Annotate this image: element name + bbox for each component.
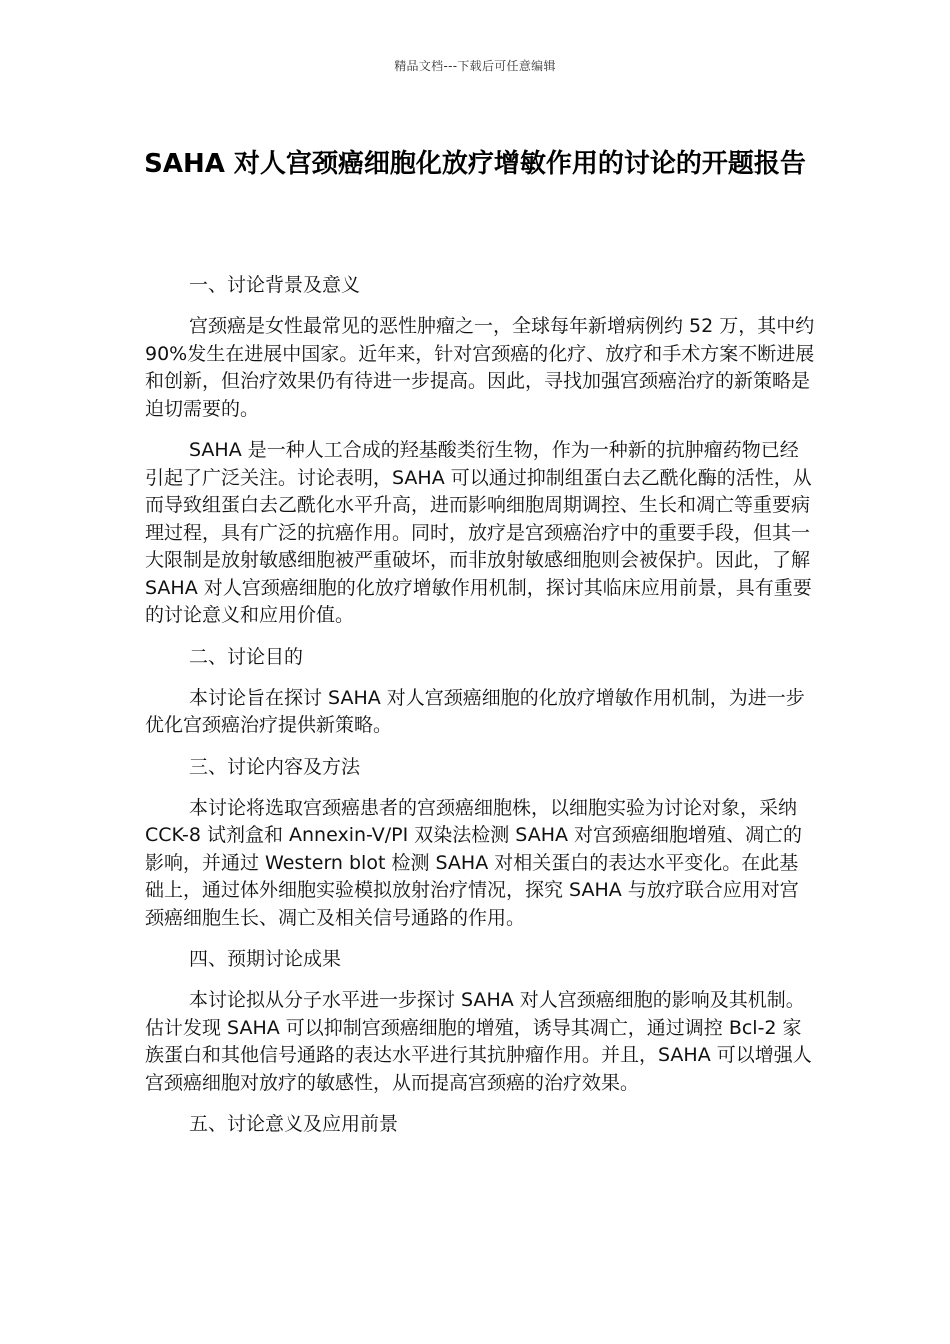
paragraph-background-2: SAHA 是一种人工合成的羟基酸类衍生物，作为一种新的抗肿瘤药物已经引起了广泛关注。讨论表明，SAHA 可以通过抑制组蛋白去乙酰化酶的活性，从而导致组蛋白去乙酰化水平升高，进而影响细胞周期调控、生长和凋亡等重要病理过程，具有广泛的抗癌作用。同时，放疗是宫颈癌治疗中的重要手段，但其一大限制是放射敏感细胞被严重破坏，而非放射敏感细胞则会被保护。因此，了解 SAHA 对人宫颈癌细胞的化放疗增敏作用机制，探讨其临床应用前景，具有重要的讨论意义和应用价值。 <box>145 439 812 626</box>
paragraph-background-1: 宫颈癌是女性最常见的恶性肿瘤之一，全球每年新增病例约 52 万，其中约 90%发生在进展中国家。近年来，针对宫颈癌的化疗、放疗和手术方案不断进展和创新，但治疗效果仍有待进一步提高。因此，寻找加强宫颈癌治疗的新策略是迫切需要的。 <box>145 315 815 420</box>
paragraph-outcomes-1: 本讨论拟从分子水平进一步探讨 SAHA 对人宫颈癌细胞的影响及其机制。估计发现 SAHA 可以抑制宫颈癌细胞的增殖，诱导其凋亡，通过调控 Bcl-2 家族蛋白和其他信号通路的表达水平进行其抗肿瘤作用。并且，SAHA 可以增强人宫颈癌细胞对放疗的敏感性，从而提高宫颈癌的治疗效果。 <box>145 989 812 1094</box>
section-heading-methods: 三、讨论内容及方法 <box>189 755 361 778</box>
section-heading-background: 一、讨论背景及意义 <box>189 274 361 296</box>
section-heading-significance: 五、讨论意义及应用前景 <box>189 1113 399 1135</box>
document-body <box>145 272 817 1152</box>
page-title: SAHA 对人宫颈癌细胞化放疗增敏作用的讨论的开题报告 <box>144 149 806 179</box>
section-heading-outcomes: 四、预期讨论成果 <box>189 948 342 970</box>
header-note: 精品文档---下载后可任意编辑 <box>394 59 556 73</box>
paragraph-purpose-1: 本讨论旨在探讨 SAHA 对人宫颈癌细胞的化放疗增敏作用机制，为进一步优化宫颈癌治疗提供新策略。 <box>145 686 805 736</box>
paragraph-methods-1: 本讨论将选取宫颈癌患者的宫颈癌细胞株，以细胞实验为讨论对象，采纳 CCK-8 试剂盒和 Annexin-V/PI 双染法检测 SAHA 对宫颈癌细胞增殖、凋亡的影响，并通过 Western blot 检测 SAHA 对相关蛋白的表达水平变化。在此基础上，通过体外细胞实验模拟放射治疗情况，探究 SAHA 与放疗联合应用对宫颈癌细胞生长、凋亡及相关信号通路的作用。 <box>145 796 803 929</box>
section-heading-purpose: 二、讨论目的 <box>189 645 304 668</box>
